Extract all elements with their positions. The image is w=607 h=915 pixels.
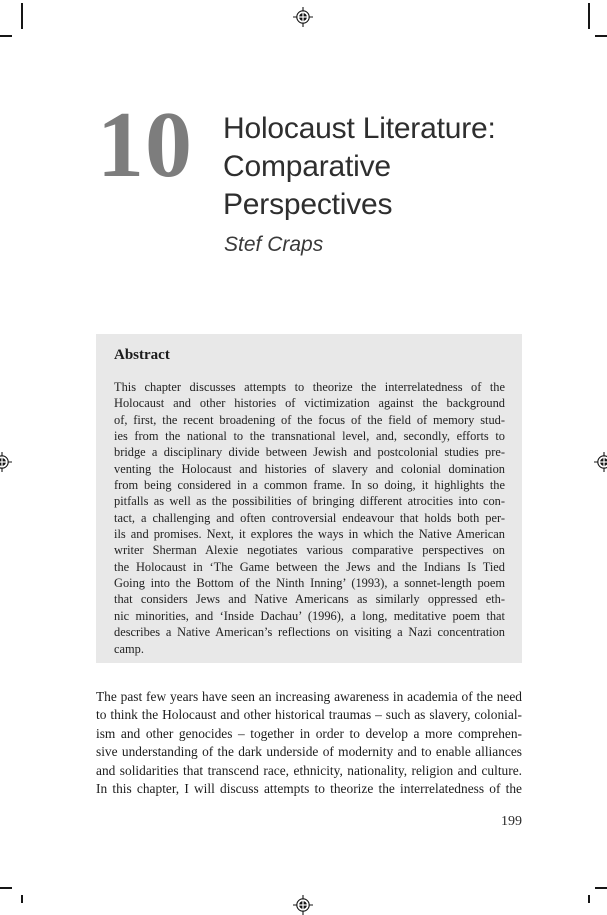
abstract-box	[96, 334, 522, 663]
crop-mark-icon	[0, 887, 12, 889]
abstract-line: of, first, the recent broadening of the focus of the field of memory stud-	[114, 412, 505, 427]
crop-mark-icon	[21, 3, 23, 29]
abstract-line: tact, a challenging and often controversial endeavour that holds both per-	[114, 510, 505, 525]
abstract-line: ils and promises. Next, it explores the ways in which the Native American	[114, 527, 505, 542]
chapter-author: Stef Craps	[224, 233, 324, 256]
body-text-line: to think the Holocaust and other historical traumas – such as slavery, colonial-	[96, 707, 522, 723]
chapter-number: 10	[97, 93, 193, 197]
abstract-line: from being considered in a common frame. In so doing, it highlights the	[114, 478, 505, 493]
body-text-line: The past few years have seen an increasing awareness in academia of the need	[96, 689, 522, 704]
abstract-line: pitfalls as well as the possibilities of bringing different atrocities into con-	[114, 494, 505, 509]
abstract-text	[114, 379, 505, 657]
page-number: 199	[501, 814, 522, 829]
crop-mark-icon	[21, 895, 23, 903]
crop-mark-icon	[588, 3, 590, 29]
crop-mark-icon	[595, 35, 607, 37]
abstract-line: describes a Native American’s reflections on visiting a Nazi concentration	[114, 625, 505, 640]
abstract-line: the Holocaust in ‘The Game between the Jews and the Indians Is Tied	[114, 559, 505, 574]
abstract-line: writer Sherman Alexie negotiates various comparative perspectives on	[114, 543, 505, 558]
body-paragraph	[96, 688, 522, 798]
abstract-line: This chapter discusses attempts to theorize the interrelatedness of the	[114, 380, 505, 394]
abstract-line: venting the Holocaust and histories of slavery and colonial domination	[114, 461, 505, 476]
chapter-title-line: Holocaust Literature:	[223, 112, 496, 145]
body-text-line: sive understanding of the dark underside of modernity and to enable alliances	[96, 744, 522, 760]
body-text-line: ism and other genocides – together in order to develop a more comprehen-	[96, 725, 522, 741]
abstract-line: that considers Jews and Native Americans as similarly oppressed eth-	[114, 592, 505, 607]
registration-mark-icon	[594, 452, 607, 472]
crop-mark-icon	[595, 887, 607, 889]
abstract-line: bridge a disciplinary divide between Jewish and postcolonial studies pre-	[114, 445, 505, 460]
abstract-heading: Abstract	[114, 347, 170, 363]
registration-mark-icon	[293, 7, 313, 27]
chapter-title	[223, 110, 496, 224]
body-text-line: and solidarities that transcend race, ethnicity, nationality, religion and culture.	[96, 762, 522, 778]
abstract-line: Going into the Bottom of the Ninth Inning’ (1993), a sonnet-length poem	[114, 576, 505, 591]
abstract-line: Holocaust and other histories of victimization against the background	[114, 396, 505, 411]
crop-mark-icon	[588, 895, 590, 903]
registration-mark-icon	[0, 452, 12, 472]
abstract-line: nic minorities, and ‘Inside Dachau’ (1996), a long, meditative poem that	[114, 608, 505, 623]
chapter-title-line: Perspectives	[223, 188, 393, 221]
abstract-line: camp.	[114, 641, 144, 656]
body-text-line: In this chapter, I will discuss attempts to theorize the interrelatedness of the	[96, 781, 522, 797]
registration-mark-icon	[293, 895, 313, 915]
crop-mark-icon	[0, 35, 12, 37]
chapter-title-line: Comparative	[223, 150, 391, 183]
abstract-line: ies from the national to the transnational level, and, secondly, efforts to	[114, 429, 505, 444]
